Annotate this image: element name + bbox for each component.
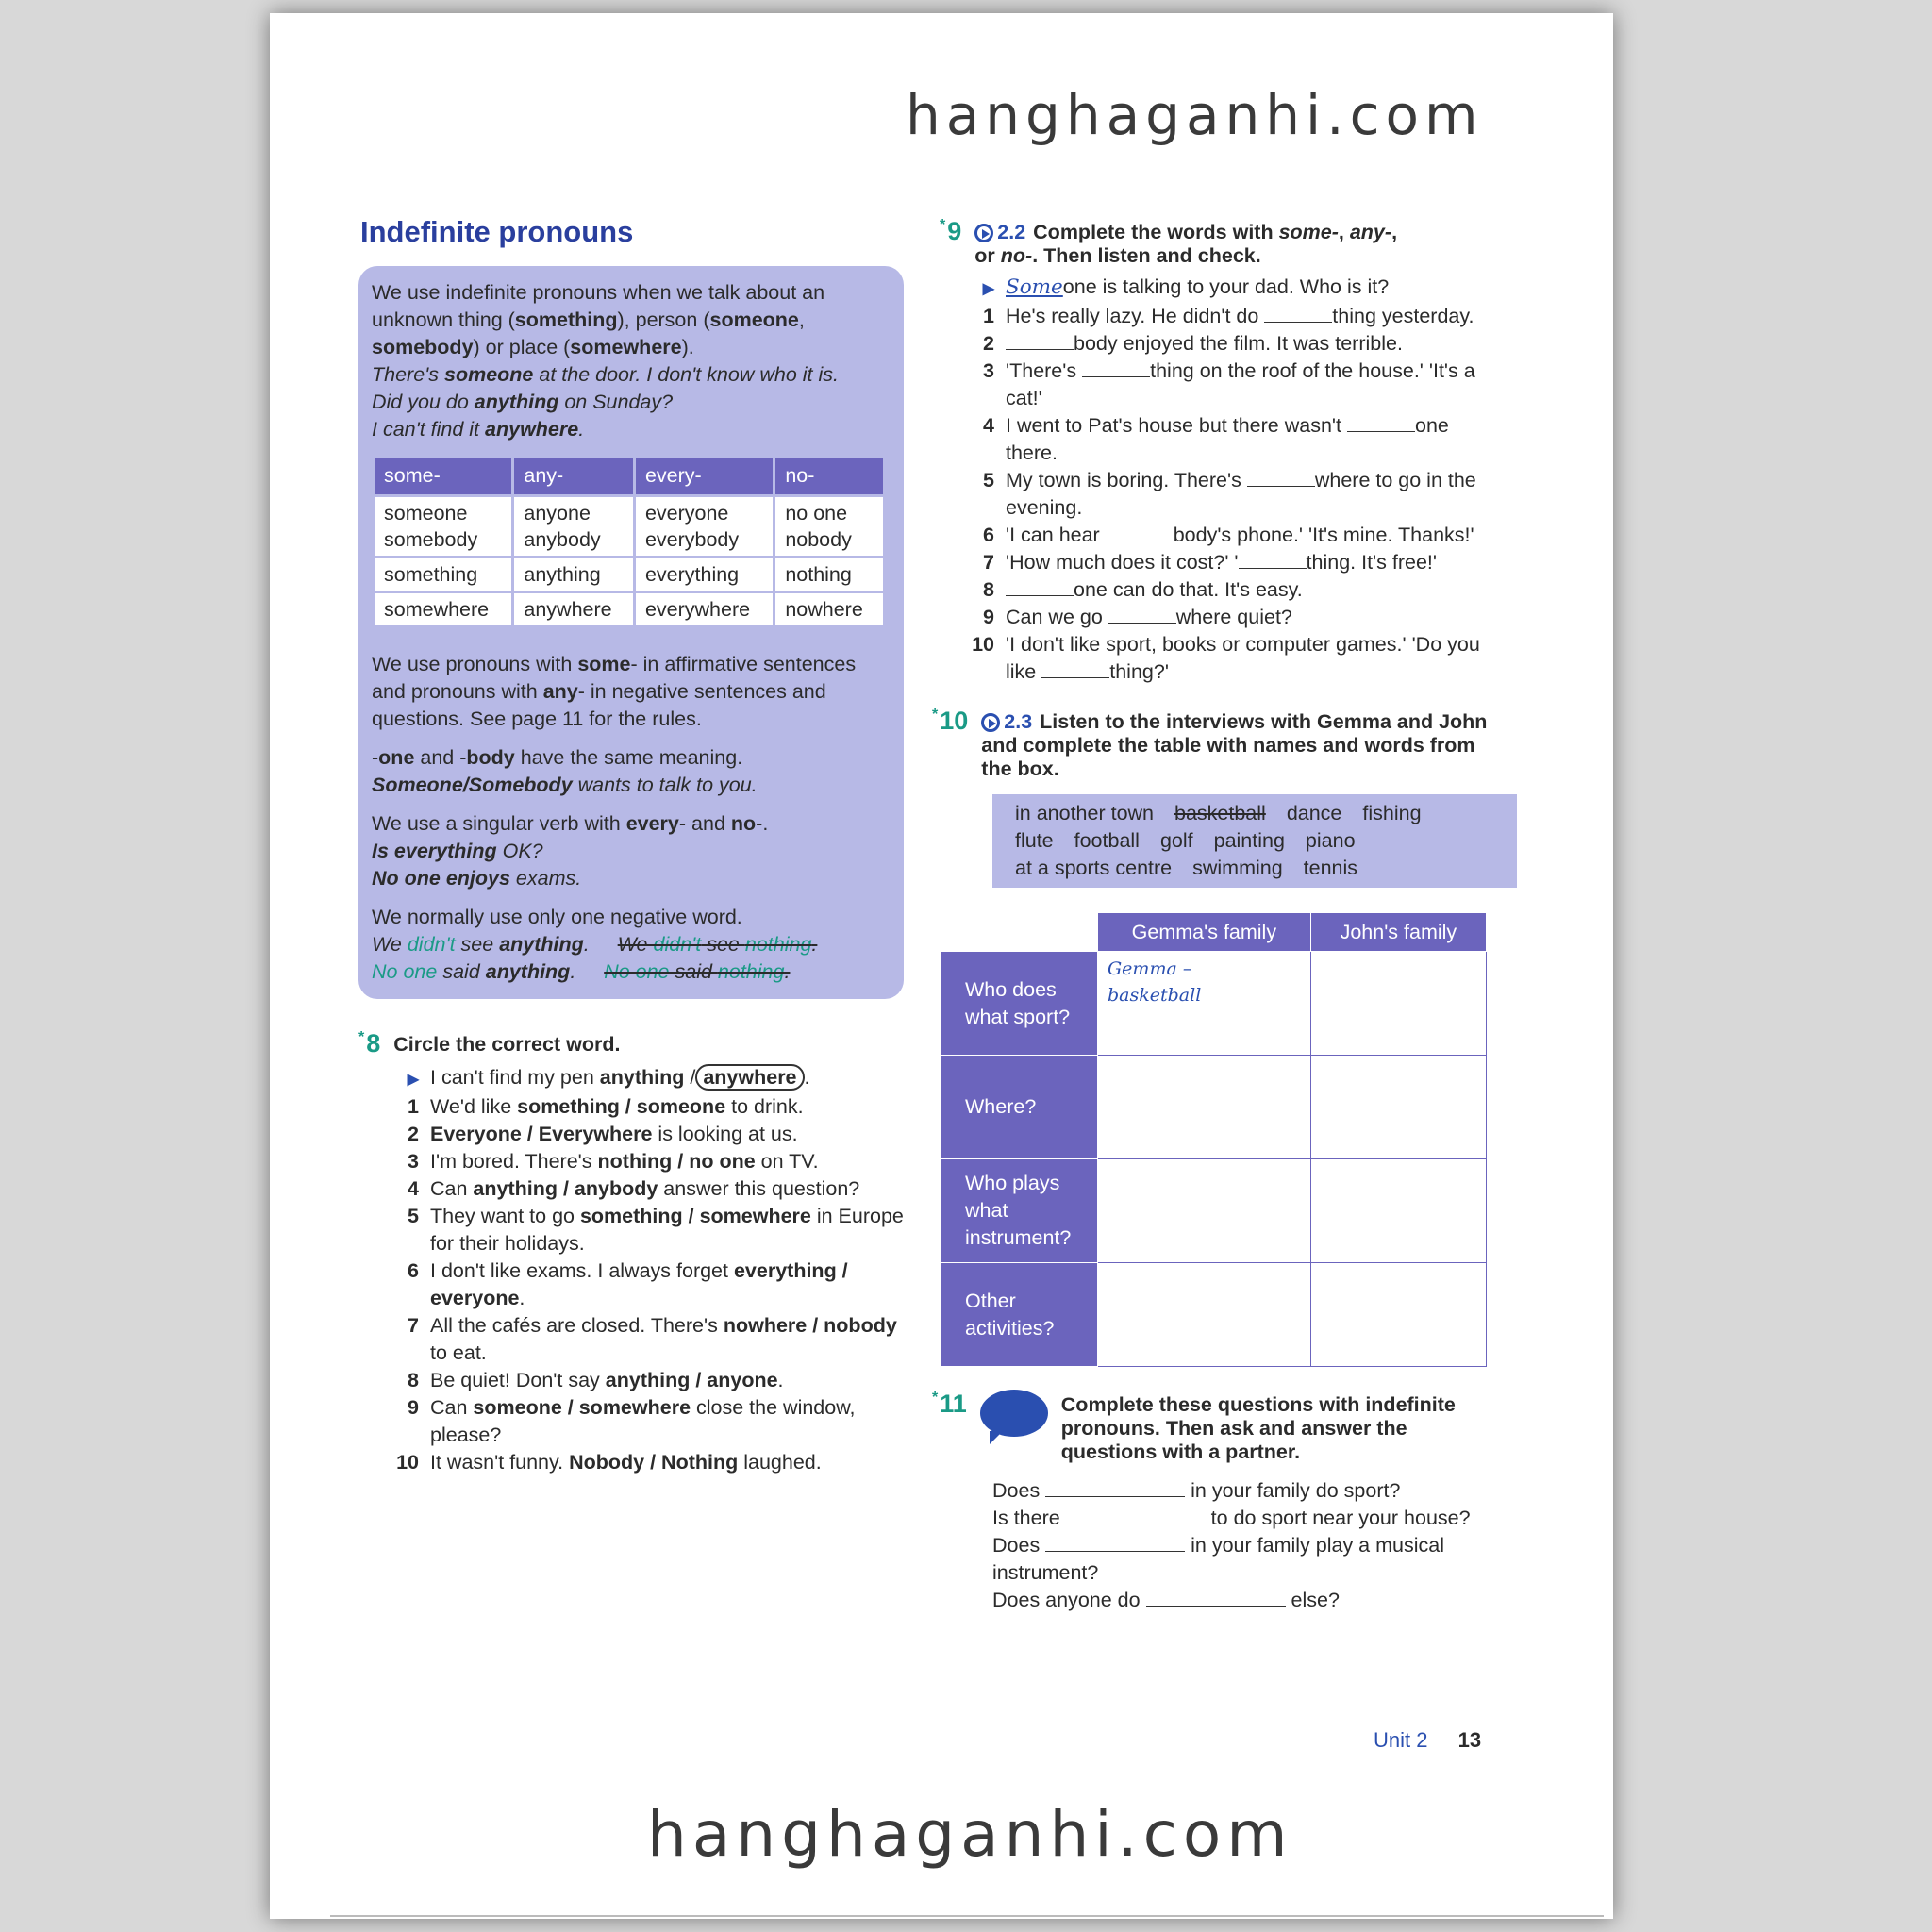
exercise-instruction: Complete these questions with indefinite pronouns. Then ask and answer the questions with a partner. <box>1060 1393 1456 1463</box>
example-sentence: Did you do anything on Sunday? <box>372 391 674 413</box>
speech-bubble-icon <box>980 1390 1048 1437</box>
watermark-top: hanghaganhi.com <box>906 83 1484 147</box>
grammar-rule-one-body: -one and -body have the same meaning. Someone/Somebody wants to talk to you. <box>372 746 758 796</box>
table-row <box>941 1159 1487 1263</box>
exercise-9-list <box>962 274 1496 686</box>
table-cell[interactable] <box>1310 1263 1486 1367</box>
answer-blank[interactable] <box>1006 578 1074 596</box>
row-header: Where? <box>941 1056 1098 1159</box>
table-row <box>941 1056 1487 1159</box>
grammar-intro: We use indefinite pronouns when we talk about an unknown thing (something), person (someone, somebody) or place (somewhere). There's someone at the door. I don't know who it is. Did you do anything on Sunday? I can't find it anywhere. <box>372 279 889 443</box>
list-item[interactable]: 9 Can we go where quiet? <box>983 606 1292 628</box>
table-cell[interactable] <box>1098 1159 1311 1263</box>
word-item: swimming <box>1192 857 1283 879</box>
example-sentence: I can't find it anywhere. <box>372 418 585 441</box>
divider <box>330 1915 1604 1917</box>
right-column <box>932 217 1496 1614</box>
table-cell: everyone everybody <box>634 496 774 558</box>
list-item[interactable]: 7 'How much does it cost?' ' thing. It's free!' <box>983 551 1438 574</box>
left-column <box>358 215 906 1476</box>
table-cell[interactable] <box>1098 1263 1311 1367</box>
table-cell: somewhere <box>374 592 513 627</box>
exercise-8-list <box>387 1064 906 1476</box>
list-item[interactable]: 2 body enjoyed the film. It was terrible. <box>983 332 1403 355</box>
list-item[interactable]: 7 All the cafés are closed. There's nowhere / nobody to eat. <box>408 1314 897 1364</box>
list-item[interactable]: 3 'There's thing on the roof of the house.' 'It's a cat!' <box>983 359 1475 409</box>
exercise-10 <box>932 707 1496 1367</box>
word-item: piano <box>1305 829 1356 852</box>
list-item[interactable]: 5 My town is boring. There's where to go in the evening. <box>983 469 1476 519</box>
audio-play-icon[interactable] <box>981 713 1000 732</box>
table-row <box>374 592 885 627</box>
answer-blank[interactable] <box>1239 551 1307 569</box>
table-cell: something <box>374 558 513 592</box>
exercise-number: *11 <box>932 1390 967 1418</box>
question-line: Does in your family play a musical instrument? <box>992 1534 1444 1584</box>
grammar-rule-singular: We use a singular verb with every- and no-. Is everything OK? No one enjoys exams. <box>372 812 769 890</box>
list-item[interactable]: 10 It wasn't funny. Nobody / Nothing laughed. <box>396 1451 822 1474</box>
exercise-number: *9 <box>940 217 962 245</box>
table-cell: anything <box>513 558 635 592</box>
row-header: Who does what sport? <box>941 952 1098 1056</box>
column-header: Gemma's family <box>1098 913 1311 952</box>
question-list <box>992 1477 1496 1614</box>
audio-track-number: 2.2 <box>997 221 1026 243</box>
grammar-box <box>358 266 904 999</box>
list-item[interactable]: 4 Can anything / anybody answer this question? <box>408 1177 860 1200</box>
answer-blank[interactable] <box>1108 606 1176 624</box>
table-cell: anywhere <box>513 592 635 627</box>
word-item: painting <box>1213 829 1285 852</box>
answer-blank[interactable] <box>1045 1479 1185 1497</box>
grammar-rule-affirmative: We use pronouns with some- in affirmative sentences and pronouns with any- in negative sentences and questions. See page 11 for the rules. <box>372 653 857 730</box>
list-item[interactable]: 5 They want to go something / somewhere in Europe for their holidays. <box>408 1205 904 1255</box>
table-row <box>374 558 885 592</box>
audio-track-number: 2.3 <box>1004 710 1033 733</box>
table-row <box>941 1263 1487 1367</box>
table-row <box>374 496 885 558</box>
column-header: John's family <box>1310 913 1486 952</box>
pronoun-table <box>372 455 886 628</box>
list-item[interactable]: 6 I don't like exams. I always forget everything / everyone. <box>408 1259 848 1309</box>
list-item[interactable]: 8 one can do that. It's easy. <box>983 578 1303 601</box>
answer-blank[interactable] <box>1066 1507 1206 1524</box>
word-item: flute <box>1015 829 1054 852</box>
table-cell: anyone anybody <box>513 496 635 558</box>
word-item: dance <box>1286 802 1342 824</box>
list-item[interactable]: 1 We'd like something / someone to drink. <box>408 1095 804 1118</box>
word-item: football <box>1074 829 1140 852</box>
unit-label: Unit 2 <box>1374 1728 1428 1752</box>
answer-blank[interactable] <box>1082 359 1150 377</box>
grammar-rule-negative: We normally use only one negative word. We didn't see anything. We didn't see nothing. No one said anything. No one said nothing. <box>372 906 818 983</box>
answer-blank[interactable] <box>1106 524 1174 541</box>
list-item[interactable]: 3 I'm bored. There's nothing / no one on TV. <box>408 1150 819 1173</box>
table-cell[interactable] <box>1310 1056 1486 1159</box>
word-item: golf <box>1159 829 1193 852</box>
list-item[interactable]: 9 Can someone / somewhere close the window, please? <box>408 1396 856 1446</box>
audio-play-icon[interactable] <box>974 224 993 242</box>
answer-blank[interactable] <box>1264 305 1332 323</box>
handwritten-answer: Some <box>1006 275 1063 299</box>
list-item[interactable]: 10 'I don't like sport, books or computer games.' 'Do you like thing?' <box>972 633 1480 683</box>
exercise-8 <box>358 1029 906 1476</box>
table-cell: someone somebody <box>374 496 513 558</box>
question-line: Does in your family do sport? <box>992 1479 1401 1502</box>
play-triangle-icon: ▶ <box>982 281 994 297</box>
column-header: any- <box>513 457 635 496</box>
page-number: 13 <box>1457 1728 1482 1752</box>
word-item: at a sports centre <box>1015 857 1173 879</box>
list-item[interactable]: 8 Be quiet! Don't say anything / anyone. <box>408 1369 784 1391</box>
list-item[interactable]: 6 'I can hear body's phone.' 'It's mine. Thanks!' <box>983 524 1474 546</box>
column-header: some- <box>374 457 513 496</box>
word-item: basketball <box>1174 802 1266 824</box>
exercise-instruction: 2.3 Listen to the interviews with Gemma and John and complete the table with names and words from the box. <box>981 710 1488 780</box>
question-line: Is there to do sport near your house? <box>992 1507 1471 1529</box>
answer-blank[interactable] <box>1146 1589 1286 1607</box>
example-item: ▶ I can't find my pen anything / anywhere . <box>387 1064 906 1093</box>
exercise-number: *8 <box>358 1029 381 1058</box>
play-triangle-icon: ▶ <box>407 1072 419 1088</box>
exercise-9 <box>940 217 1496 686</box>
answer-blank[interactable] <box>1006 332 1074 350</box>
section-title: Indefinite pronouns <box>360 215 634 248</box>
table-cell[interactable]: Gemma – basketball <box>1098 952 1311 1056</box>
answer-blank[interactable] <box>1041 660 1109 678</box>
table-row <box>941 952 1487 1056</box>
table-cell[interactable] <box>1310 1159 1486 1263</box>
example-item: ▶ Someone is talking to your dad. Who is it? <box>962 274 1496 303</box>
table-header-row <box>374 457 885 496</box>
family-table <box>940 912 1487 1367</box>
page-footer <box>1374 1728 1481 1753</box>
answer-blank[interactable] <box>1347 414 1415 432</box>
word-box <box>992 794 1517 888</box>
exercise-number: *10 <box>932 707 969 735</box>
column-header: no- <box>774 457 885 496</box>
exercise-11 <box>932 1390 1496 1614</box>
word-item: in another town <box>1015 802 1155 824</box>
word-item: fishing <box>1362 802 1422 824</box>
watermark-bottom: hanghaganhi.com <box>647 1798 1293 1871</box>
table-cell: nowhere <box>774 592 885 627</box>
example-sentence: There's someone at the door. I don't know who it is. <box>372 363 839 386</box>
table-cell: everywhere <box>634 592 774 627</box>
table-cell[interactable] <box>1098 1056 1311 1159</box>
row-header: Who plays what instrument? <box>941 1159 1098 1263</box>
word-item: tennis <box>1303 857 1358 879</box>
table-cell: nothing <box>774 558 885 592</box>
circled-answer: anywhere <box>695 1064 804 1091</box>
row-header: Other activities? <box>941 1263 1098 1367</box>
answer-blank[interactable] <box>1247 469 1315 487</box>
table-cell: everything <box>634 558 774 592</box>
exercise-instruction: 2.2 Complete the words with some-, any-, or no-. Then listen and check. <box>974 221 1398 267</box>
answer-blank[interactable] <box>1045 1534 1185 1552</box>
table-cell[interactable] <box>1310 952 1486 1056</box>
list-item[interactable]: 4 I went to Pat's house but there wasn't one there. <box>983 414 1449 464</box>
exercise-instruction: Circle the correct word. <box>393 1033 621 1056</box>
list-item[interactable]: 2 Everyone / Everywhere is looking at us. <box>408 1123 798 1145</box>
column-header: every- <box>634 457 774 496</box>
question-line: Does anyone do else? <box>992 1589 1340 1611</box>
table-cell: no one nobody <box>774 496 885 558</box>
list-item[interactable]: 1 He's really lazy. He didn't do thing yesterday. <box>983 305 1474 327</box>
